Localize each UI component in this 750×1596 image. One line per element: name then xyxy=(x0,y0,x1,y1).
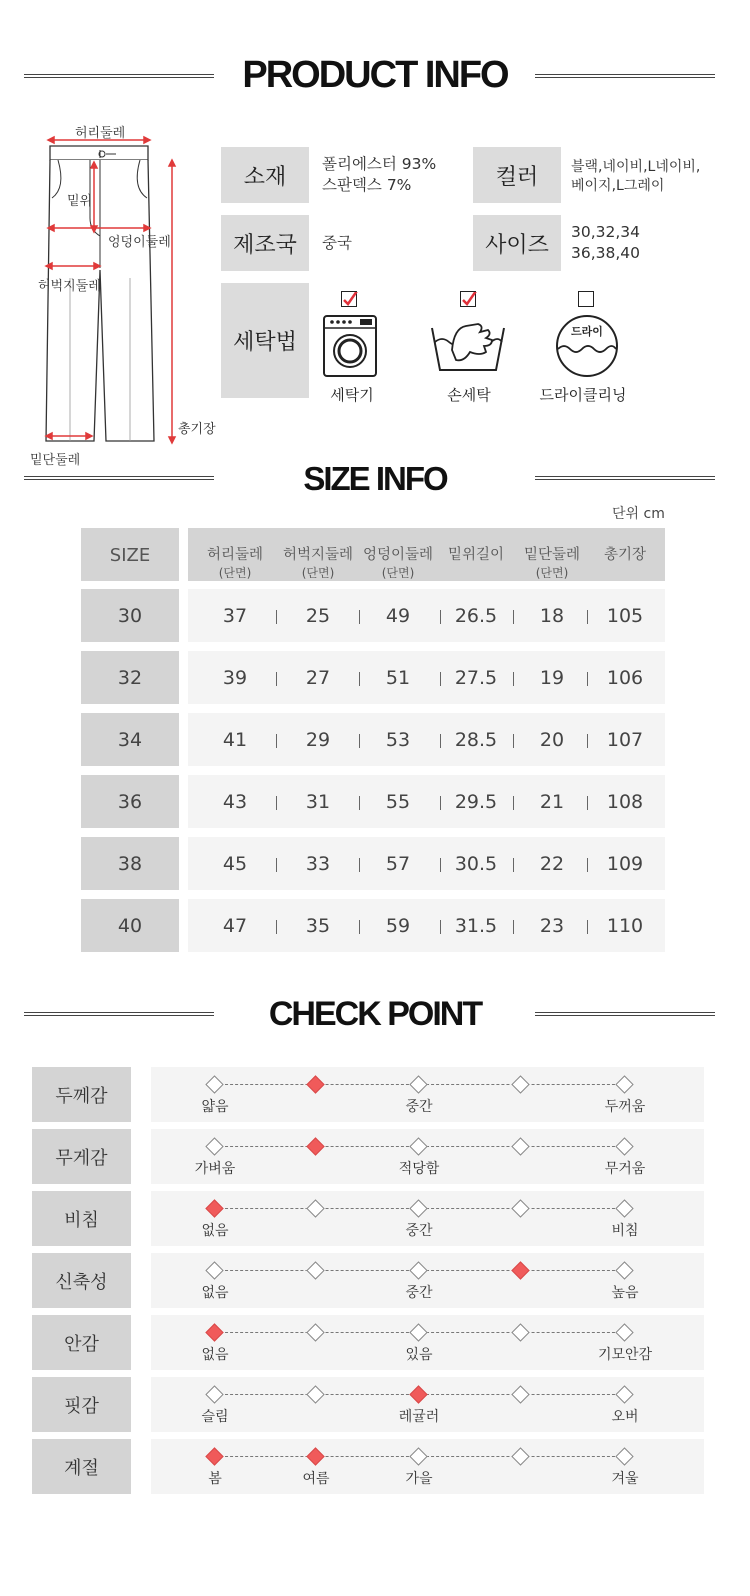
size-label: 사이즈 xyxy=(473,215,561,271)
diagram-label-total-length: 총기장 xyxy=(178,422,216,437)
check-point-label: 두께감 xyxy=(32,1067,131,1122)
size-cell: 41 xyxy=(222,729,248,751)
checkmark-icon xyxy=(461,292,477,308)
product-info-title: PRODUCT INFO xyxy=(242,54,508,96)
check-point-label: 계절 xyxy=(32,1439,131,1494)
diagram-label-waist: 허리둘레 xyxy=(75,126,126,141)
column-separator xyxy=(276,920,277,934)
column-separator xyxy=(513,734,514,748)
size-cell: 105 xyxy=(606,605,644,627)
column-separator xyxy=(587,734,588,748)
size-row-label: 32 xyxy=(81,651,179,704)
size-cell: 30.5 xyxy=(454,853,498,875)
size-column-header: 밑위길이 xyxy=(447,547,505,563)
size-cell: 45 xyxy=(222,853,248,875)
heading-rule-right xyxy=(535,1012,715,1016)
size-cell: 18 xyxy=(539,605,565,627)
size-cell: 47 xyxy=(222,915,248,937)
material-label: 소재 xyxy=(221,147,309,203)
color-label: 컬러 xyxy=(473,147,561,203)
dry-clean-icon-text: 드라이 xyxy=(571,325,603,338)
diagram-label-hem: 밑단둘레 xyxy=(30,453,81,468)
wash-machine-label: 세탁기 xyxy=(330,386,374,404)
size-cell: 51 xyxy=(385,667,411,689)
size-cell: 43 xyxy=(222,791,248,813)
size-line-1: 30,32,34 xyxy=(571,223,641,241)
scale-label: 얇음 xyxy=(201,1099,229,1115)
size-cell: 106 xyxy=(606,667,644,689)
dry-clean-checkbox[interactable] xyxy=(578,291,594,307)
size-column-subheader: (단면) xyxy=(381,566,415,580)
column-separator xyxy=(276,734,277,748)
size-column-subheader: (단면) xyxy=(301,566,335,580)
column-separator xyxy=(513,672,514,686)
column-separator xyxy=(359,920,360,934)
diagram-label-hip: 엉덩이둘레 xyxy=(108,235,171,250)
size-cell: 28.5 xyxy=(454,729,498,751)
scale-label: 봄 xyxy=(208,1471,222,1487)
scale-label: 레귤러 xyxy=(398,1409,440,1425)
checkmark-icon xyxy=(342,292,358,308)
dry-clean-label: 드라이클리닝 xyxy=(539,386,627,404)
diagram-label-rise: 밑위 xyxy=(67,194,93,209)
scale-label: 무거움 xyxy=(604,1161,646,1177)
size-cell: 59 xyxy=(385,915,411,937)
scale-label: 가벼움 xyxy=(194,1161,236,1177)
scale-label: 없음 xyxy=(201,1223,229,1239)
hand-wash-icon xyxy=(430,320,506,378)
size-cell: 53 xyxy=(385,729,411,751)
column-separator xyxy=(513,920,514,934)
scale-label: 비침 xyxy=(611,1223,639,1239)
scale-label: 슬림 xyxy=(201,1409,229,1425)
size-column-subheader: (단면) xyxy=(218,566,252,580)
color-line-2: 베이지,L그레이 xyxy=(571,178,665,194)
scale-label: 있음 xyxy=(405,1347,433,1363)
size-cell: 37 xyxy=(222,605,248,627)
size-column-subheader: (단면) xyxy=(535,566,569,580)
scale-label: 여름 xyxy=(302,1471,330,1487)
size-cell: 23 xyxy=(539,915,565,937)
column-separator xyxy=(587,672,588,686)
size-line-2: 36,38,40 xyxy=(571,244,641,262)
column-separator xyxy=(359,672,360,686)
scale-label: 중간 xyxy=(405,1223,433,1239)
column-separator xyxy=(440,858,441,872)
scale-label: 없음 xyxy=(201,1285,229,1301)
size-cell: 35 xyxy=(305,915,331,937)
check-point-label: 비침 xyxy=(32,1191,131,1246)
size-cell: 26.5 xyxy=(454,605,498,627)
size-cell: 55 xyxy=(385,791,411,813)
product-info-heading xyxy=(0,50,750,110)
size-cell: 20 xyxy=(539,729,565,751)
size-row-label: 40 xyxy=(81,899,179,952)
size-cell: 110 xyxy=(606,915,644,937)
color-value xyxy=(571,158,700,196)
size-column-header: 밑단둘레 xyxy=(523,547,581,563)
hand-wash-label: 손세탁 xyxy=(447,386,491,404)
size-cell: 107 xyxy=(606,729,644,751)
column-separator xyxy=(440,796,441,810)
check-point-label: 안감 xyxy=(32,1315,131,1370)
column-separator xyxy=(587,920,588,934)
check-point-label: 무게감 xyxy=(32,1129,131,1184)
origin-label: 제조국 xyxy=(221,215,309,271)
size-cell: 57 xyxy=(385,853,411,875)
size-cell: 27 xyxy=(305,667,331,689)
check-point-heading xyxy=(0,985,750,1045)
column-separator xyxy=(276,796,277,810)
scale-label: 기모안감 xyxy=(597,1347,653,1363)
material-line-1: 폴리에스터 93% xyxy=(322,155,437,173)
diagram-label-thigh: 허벅지둘레 xyxy=(38,279,101,294)
column-separator xyxy=(440,920,441,934)
color-line-1: 블랙,네이비,L네이비, xyxy=(571,159,701,175)
scale-label: 오버 xyxy=(611,1409,639,1425)
size-cell: 39 xyxy=(222,667,248,689)
scale-label: 적당함 xyxy=(398,1161,440,1177)
column-separator xyxy=(513,858,514,872)
material-value xyxy=(322,154,436,196)
size-column-header: 총기장 xyxy=(603,547,647,563)
size-cell: 31.5 xyxy=(454,915,498,937)
column-separator xyxy=(359,796,360,810)
check-point-title: CHECK POINT xyxy=(268,995,482,1033)
column-separator xyxy=(513,610,514,624)
scale-label: 없음 xyxy=(201,1347,229,1363)
size-cell: 108 xyxy=(606,791,644,813)
size-cell: 27.5 xyxy=(454,667,498,689)
size-row-label: 30 xyxy=(81,589,179,642)
size-cell: 25 xyxy=(305,605,331,627)
size-value xyxy=(571,222,640,264)
size-header-label: SIZE xyxy=(109,545,151,566)
size-cell: 29.5 xyxy=(454,791,498,813)
scale-label: 겨울 xyxy=(611,1471,639,1487)
scale-label: 두꺼움 xyxy=(604,1099,646,1115)
size-column-header: 허벅지둘레 xyxy=(282,547,354,563)
size-row-label: 38 xyxy=(81,837,179,890)
column-separator xyxy=(359,734,360,748)
column-separator xyxy=(276,858,277,872)
washing-machine-icon xyxy=(322,314,378,382)
size-row-label: 36 xyxy=(81,775,179,828)
size-cell: 22 xyxy=(539,853,565,875)
column-separator xyxy=(587,610,588,624)
size-cell: 33 xyxy=(305,853,331,875)
scale-label: 중간 xyxy=(405,1285,433,1301)
scale-label: 가을 xyxy=(405,1471,433,1487)
check-point-label: 핏감 xyxy=(32,1377,131,1432)
scale-label: 중간 xyxy=(405,1099,433,1115)
size-cell: 49 xyxy=(385,605,411,627)
column-separator xyxy=(359,858,360,872)
size-info-title: SIZE INFO xyxy=(303,460,447,497)
hand-wash-checkbox[interactable] xyxy=(460,291,476,307)
heading-rule-right xyxy=(535,74,715,78)
size-column-header: 허리둘레 xyxy=(206,547,264,563)
size-cell: 109 xyxy=(606,853,644,875)
scale-label: 높음 xyxy=(611,1285,639,1301)
heading-rule-right xyxy=(535,476,715,480)
material-line-2: 스판덱스 7% xyxy=(322,176,412,194)
column-separator xyxy=(513,796,514,810)
origin-value: 중국 xyxy=(322,234,352,252)
size-row-label: 34 xyxy=(81,713,179,766)
column-separator xyxy=(359,610,360,624)
size-column-header: 엉덩이둘레 xyxy=(362,547,434,563)
washing-label: 세탁법 xyxy=(221,283,309,398)
column-separator xyxy=(440,610,441,624)
check-point-label: 신축성 xyxy=(32,1253,131,1308)
column-separator xyxy=(440,672,441,686)
column-separator xyxy=(587,796,588,810)
wash-machine-checkbox[interactable] xyxy=(341,291,357,307)
size-cell: 21 xyxy=(539,791,565,813)
column-separator xyxy=(440,734,441,748)
size-cell: 31 xyxy=(305,791,331,813)
column-separator xyxy=(276,672,277,686)
column-separator xyxy=(276,610,277,624)
size-unit-note: 단위 cm xyxy=(612,506,665,522)
size-cell: 29 xyxy=(305,729,331,751)
column-separator xyxy=(587,858,588,872)
size-cell: 19 xyxy=(539,667,565,689)
